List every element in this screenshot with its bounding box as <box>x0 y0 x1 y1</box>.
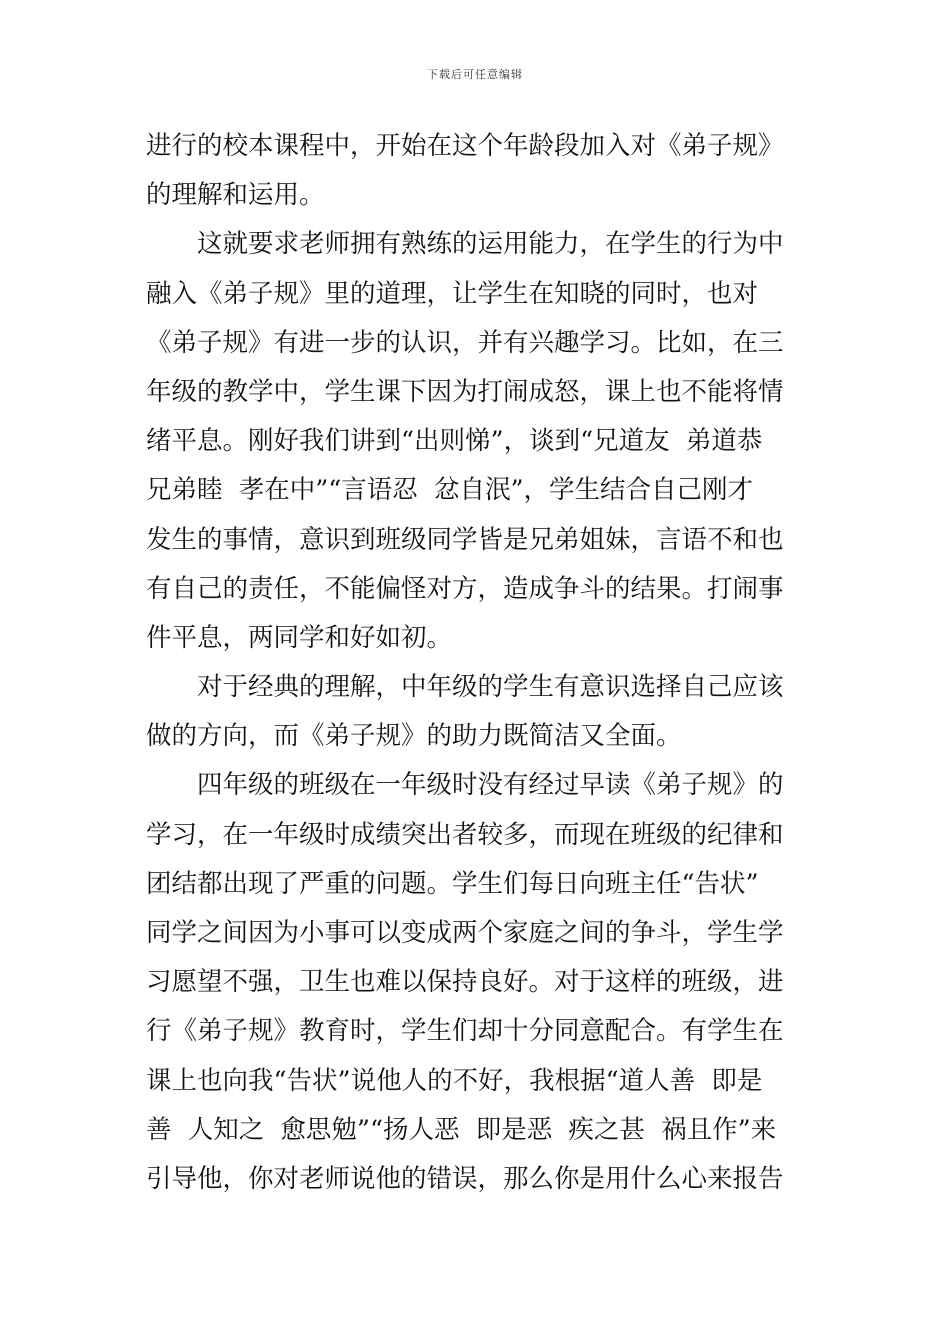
text-line: 的理解和运用。 <box>146 180 325 211</box>
text-line: 发生的事情，意识到班级同学皆是兄弟姐妹，言语不和也 <box>146 524 784 555</box>
text-line: 年级的教学中，学生课下因为打闹成怒，课上也不能将情 <box>146 376 784 407</box>
text-line: 这就要求老师拥有熟练的运用能力，在学生的行为中 <box>197 229 784 260</box>
text-line: 学习，在一年级时成绩突出者较多，而现在班级的纪律和 <box>146 819 784 850</box>
page-header-note: 下载后可任意编辑 <box>427 68 523 81</box>
text-line: 四年级的班级在一年级时没有经过早读《弟子规》的 <box>197 770 784 801</box>
text-line: 同学之间因为小事可以变成两个家庭之间的争斗，学生学 <box>146 918 784 948</box>
text-line: 课上也向我“告状”说他人的不好，我根据“道人善 即是 <box>146 1065 763 1096</box>
text-line: 善 人知之 愈思勉”“扬人恶 即是恶 疾之甚 祸且作”来 <box>146 1114 777 1145</box>
text-line: 进行的校本课程中，开始在这个年龄段加入对《弟子规》 <box>146 131 784 161</box>
text-line: 件平息，两同学和好如初。 <box>146 622 453 653</box>
document-body <box>146 122 806 1204</box>
text-line: 绪平息。刚好我们讲到“出则悌”，谈到“兄道友 弟道恭 <box>146 426 763 457</box>
text-line: 对于经典的理解，中年级的学生有意识选择自己应该 <box>197 672 784 703</box>
text-line: 团结都出现了严重的问题。学生们每日向班主任“告状” <box>146 868 759 899</box>
text-line: 习愿望不强，卫生也难以保持良好。对于这样的班级，进 <box>146 967 784 998</box>
text-line: 《弟子规》有进一步的认识，并有兴趣学习。比如，在三 <box>146 327 784 358</box>
text-line: 兄弟睦 孝在中”“言语忍 忿自泯”，学生结合自己刚才 <box>146 475 754 506</box>
text-line: 有自己的责任，不能偏怪对方，造成争斗的结果。打闹事 <box>146 573 784 604</box>
text-line: 做的方向，而《弟子规》的助力既简洁又全面。 <box>146 721 682 752</box>
text-line: 引导他，你对老师说他的错误，那么你是用什么心来报告 <box>146 1163 784 1194</box>
text-line: 行《弟子规》教育时，学生们却十分同意配合。有学生在 <box>146 1016 784 1047</box>
text-line: 融入《弟子规》里的道理，让学生在知晓的同时，也对 <box>146 278 759 309</box>
